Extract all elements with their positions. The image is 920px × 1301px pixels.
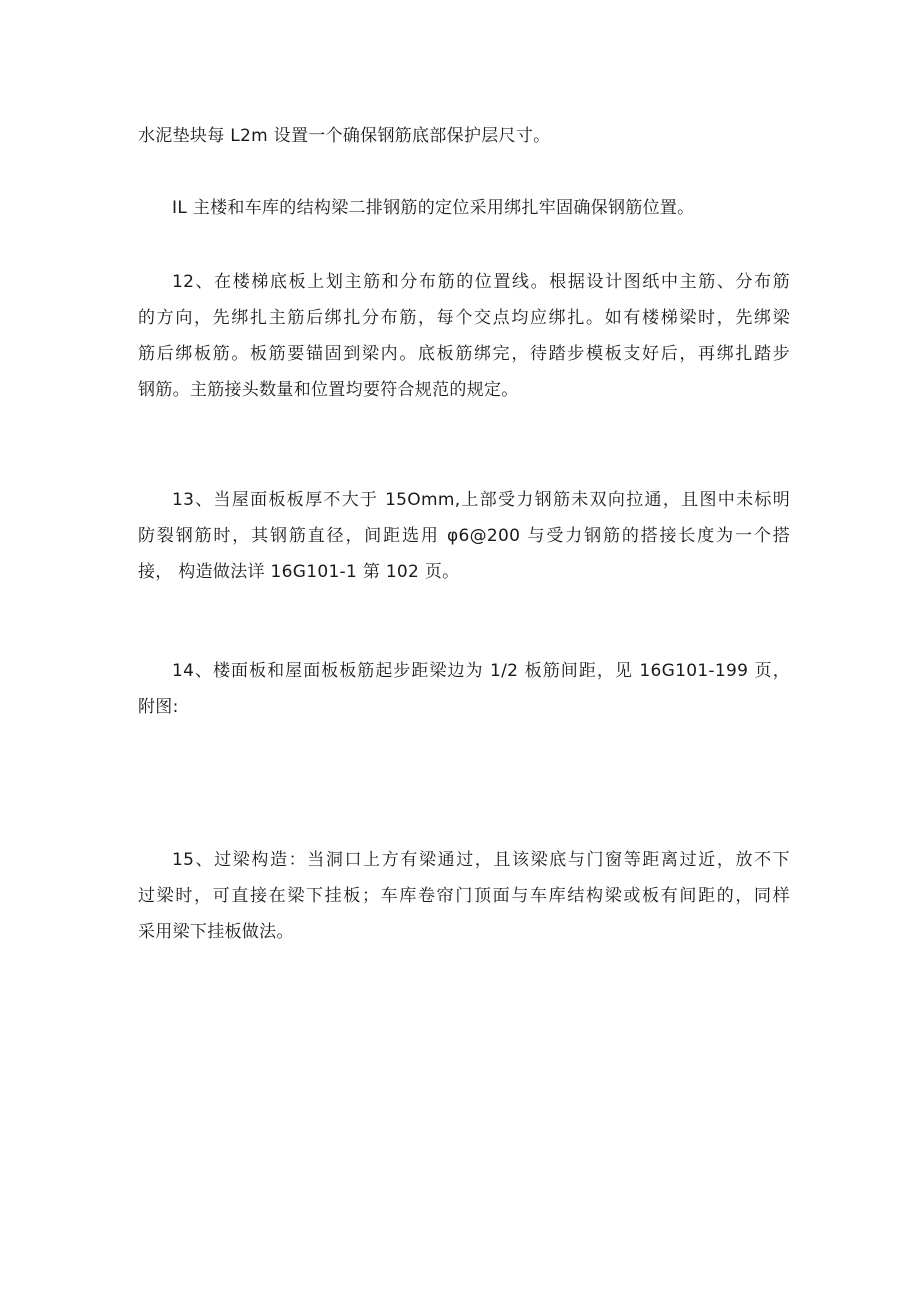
text-line: 14、楼面板和屋面板板筋起步距梁边为 1/2 板筋间距，见 16G101-199 页，	[172, 661, 790, 681]
text-line: 水泥垫块每 L2m 设置一个确保钢筋底部保护层尺寸。	[138, 126, 551, 146]
paragraph-item-12	[138, 264, 790, 408]
text-line: IL 主楼和车库的结构梁二排钢筋的定位采用绑扎牢固确保钢筋位置。	[172, 198, 695, 218]
text-line: 采用梁下挂板做法。	[138, 922, 294, 942]
paragraph-cement-spacer	[138, 118, 790, 154]
text-line: 接， 构造做法详 16G101-1 第 102 页。	[138, 562, 460, 582]
text-line: 的方向，先绑扎主筋后绑扎分布筋，每个交点均应绑扎。如有楼梯梁时，先绑梁	[138, 308, 790, 328]
text-line: 过梁时，可直接在梁下挂板；车库卷帘门顶面与车库结构梁或板有间距的，同样	[138, 886, 790, 906]
paragraph-item-13	[138, 482, 790, 590]
text-line: 12、在楼梯底板上划主筋和分布筋的位置线。根据设计图纸中主筋、分布筋	[172, 272, 790, 292]
paragraph-item-14	[138, 653, 790, 725]
paragraph-item-15	[138, 842, 790, 950]
text-line: 15、过梁构造：当洞口上方有梁通过，且该梁底与门窗等距离过近，放不下	[172, 850, 790, 870]
text-line: 附图:	[138, 697, 179, 717]
text-line: 钢筋。主筋接头数量和位置均要符合规范的规定。	[138, 380, 519, 400]
text-line: 13、当屋面板板厚不大于 15Omm,上部受力钢筋未双向拉通，且图中未标明	[172, 490, 790, 510]
paragraph-item-11	[138, 190, 790, 226]
text-line: 筋后绑板筋。板筋要锚固到梁内。底板筋绑完，待踏步模板支好后，再绑扎踏步	[138, 344, 790, 364]
text-line: 防裂钢筋时，其钢筋直径，间距选用 φ6@200 与受力钢筋的搭接长度为一个搭	[138, 526, 790, 546]
